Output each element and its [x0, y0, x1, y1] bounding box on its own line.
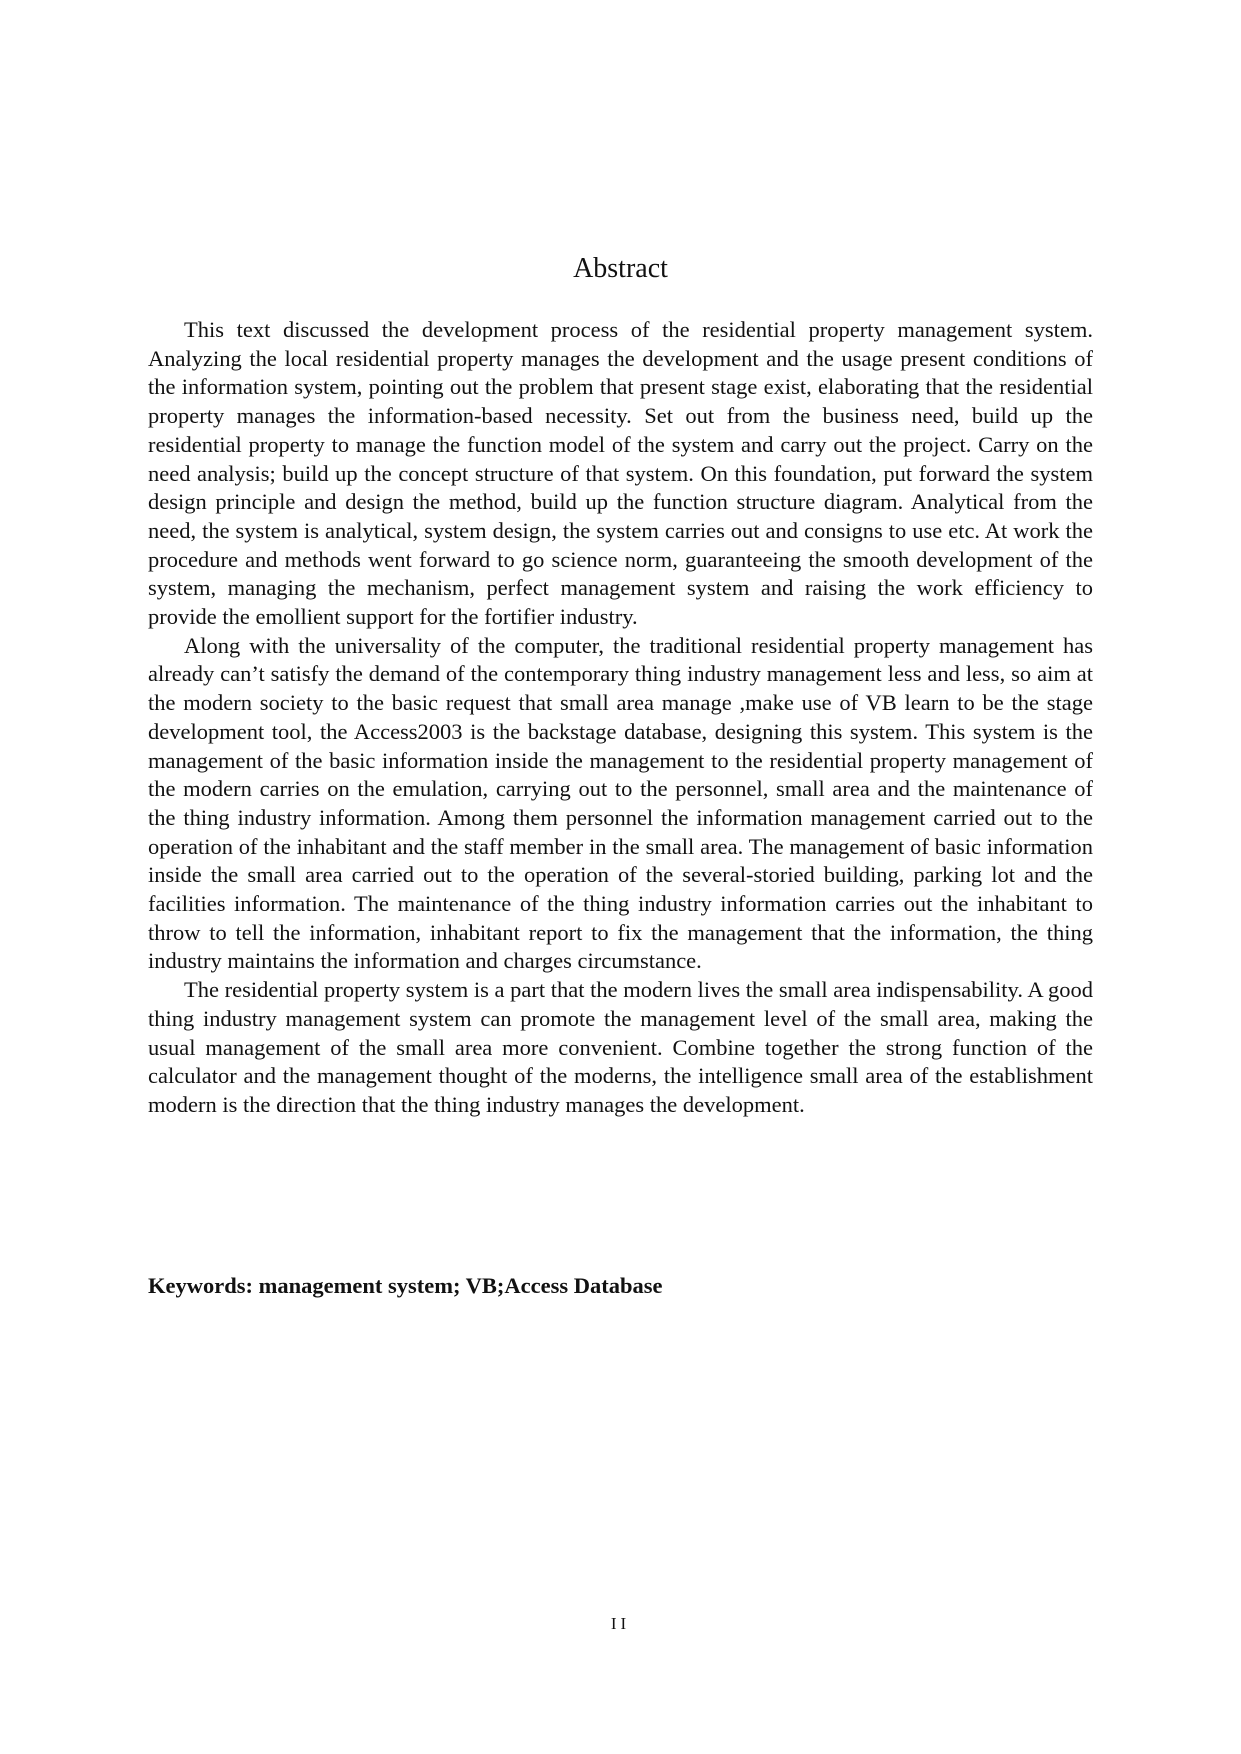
abstract-paragraph-3: The residential property system is a part that the modern lives the small area indispensability. A good thing industry management system can promote the management level of the small area, making the usual management of the small area more convenient. Combine together the strong function of the calculator and the management thought of the moderns, the intelligence small area of the establishment modern is the direction that the thing industry manages the development.	[148, 977, 1093, 1117]
page-title: Abstract	[573, 253, 668, 284]
abstract-paragraph-2: Along with the universality of the computer, the traditional residential property management has already can’t satisfy the demand of the contemporary thing industry management less and less, so aim at the modern society to the basic request that small area manage ,make use of VB learn to be the stage development tool, the Access2003 is the backstage database, designing this system. This system is the management of the basic information inside the management to the residential property management of the modern carries on the emulation, carrying out to the personnel, small area and the maintenance of the thing industry information. Among them personnel the information management carried out to the operation of the inhabitant and the staff member in the small area. The management of basic information inside the small area carried out to the operation of the several-storied building, parking lot and the facilities information. The maintenance of the thing industry information carries out the inhabitant to throw to tell the information, inhabitant report to fix the management that the information, the thing industry maintains the information and charges circumstance.	[148, 632, 1093, 974]
page-number: II	[610, 1614, 631, 1633]
abstract-paragraph-1: This text discussed the development process of the residential property management system. Analyzing the local residential property manages the development and the usage present conditions of the information system, pointing out the problem that present stage exist, elaborating that the residential property manages the information-based necessity. Set out from the business need, build up the residential property to manage the function model of the system and carry out the project. Carry on the need analysis; build up the concept structure of that system. On this foundation, put forward the system design principle and design the method, build up the function structure diagram. Analytical from the need, the system is analytical, system design, the system carries out and consigns to use etc. At work the procedure and methods went forward to go science norm, guaranteeing the smooth development of the system, managing the mechanism, perfect management system and raising the work efficiency to provide the emollient support for the fortifier industry.	[148, 317, 1093, 630]
keywords-line: Keywords: management system; VB;Access Database	[148, 1273, 663, 1298]
abstract-body	[148, 316, 1093, 1120]
